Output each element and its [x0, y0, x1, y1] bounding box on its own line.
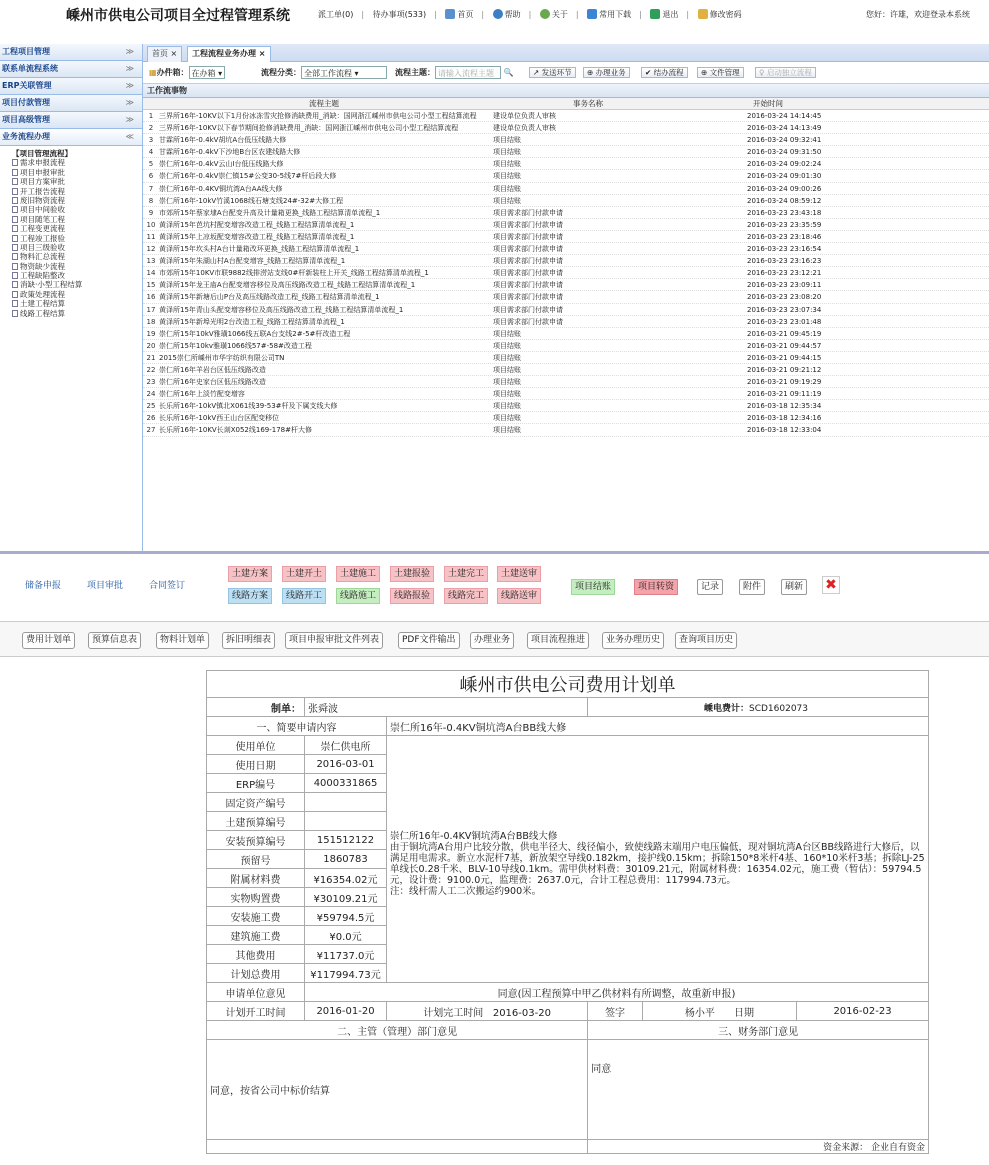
table-cell: 17 [146, 305, 156, 314]
table-cell: 23 [146, 378, 156, 387]
table-row[interactable] [143, 352, 989, 364]
chevron-down-icon: ≫ [125, 115, 134, 124]
table-cell: 7 [148, 184, 154, 193]
civil-step-button[interactable]: 土建报验 [390, 566, 434, 582]
maker-value: 张舜波 [305, 698, 588, 717]
table-cell: 崇仁所16年-0.4kV云山I台低压线路大修 [159, 160, 284, 169]
table-cell: 1 [148, 112, 154, 120]
table-row[interactable] [143, 134, 989, 146]
table-cell: 15 [146, 281, 156, 290]
table-cell: 2016-03-23 23:16:54 [747, 245, 822, 254]
civil-step-button[interactable]: 土建开土 [282, 566, 326, 582]
subtab[interactable]: 查询项目历史 [675, 632, 737, 649]
table-cell: 2016-03-24 14:14:45 [747, 112, 822, 120]
table-cell: 10 [146, 220, 156, 229]
tab-workflow[interactable]: 工程流程业务办理 × [187, 46, 271, 62]
subtab[interactable]: PDF文件输出 [398, 632, 460, 649]
table-cell: 2016-03-21 09:19:29 [747, 378, 822, 387]
table-cell: 崇仁所15年10kv雅璜1066线57#-58#改造工程 [159, 341, 312, 350]
sidebar [0, 44, 143, 551]
chevron-down-icon: ≫ [125, 47, 134, 56]
table-cell: 14 [146, 269, 156, 278]
line-step-button[interactable]: 线路报验 [390, 588, 434, 604]
document-icon [12, 235, 18, 242]
document-icon [12, 225, 18, 232]
send-step-button[interactable]: ↗ 发送环节 [529, 67, 576, 78]
field-label: 预留号 [207, 850, 305, 869]
field-label: 使用日期 [207, 755, 305, 774]
subtab[interactable]: 费用计划单 [22, 632, 75, 649]
table-cell: 黄泽所15年上凉坂配变增容改造工程_线路工程结算清单流程_1 [159, 232, 355, 241]
field-label: 建筑施工费 [207, 926, 305, 945]
tree-item[interactable]: 工程竣工报验 [12, 234, 142, 243]
table-cell: 2016-03-24 09:31:50 [747, 148, 822, 157]
field-label: 安装施工费 [207, 907, 305, 926]
table-cell: 建设单位负责人审核 [493, 112, 556, 120]
tree-item[interactable]: 土建工程结算 [12, 299, 142, 308]
tree-item[interactable]: 工程变更流程 [12, 224, 142, 233]
tree-item[interactable]: 政策处理流程 [12, 290, 142, 299]
table-cell: 项目需求部门付款申请 [493, 317, 563, 326]
document-icon [12, 263, 18, 270]
table-cell: 项目结账 [493, 196, 521, 205]
table-cell: 2016-03-18 12:33:04 [747, 426, 822, 435]
inbox-select[interactable]: 在办箱 ▾ [189, 66, 226, 79]
table-row[interactable] [143, 231, 989, 243]
table-cell: 2016-03-21 09:11:19 [747, 390, 822, 399]
table-cell: 崇仁所16年史家台区低压线路改造 [159, 378, 266, 387]
table-cell: 18 [146, 317, 156, 326]
table-cell: 黄泽所15年新埠光明2台改造工程_线路工程结算清单流程_1 [159, 317, 345, 326]
table-cell: 项目需求部门付款申请 [493, 220, 563, 229]
table-cell: 13 [146, 257, 156, 266]
table-cell: 6 [148, 172, 154, 181]
table-cell: 2015崇仁所嵊州市华宇纺织有限公司TN [159, 353, 285, 362]
worklist-title: 工作流事物 [143, 84, 989, 98]
chevron-up-icon: ≪ [125, 132, 134, 141]
action-bar [0, 554, 989, 612]
table-row[interactable] [143, 183, 989, 195]
form-code: SCD1602073 [748, 703, 808, 714]
table-cell: 建设单位负责人审核 [493, 124, 556, 133]
table-cell: 三界所16年-10KV以下春节期间抢修消缺费用_消缺：国网浙江嵊州市供电公司小型工程结算流程 [159, 124, 459, 133]
subtab[interactable]: 项目申报审批文件列表 [285, 632, 383, 649]
tree-item[interactable]: 线路工程结算 [12, 309, 142, 318]
table-cell: 4 [148, 148, 154, 157]
tree-item[interactable]: 项目随笔工程 [12, 215, 142, 224]
field-label: ERP编号 [207, 774, 305, 793]
table-cell: 项目结账 [493, 426, 521, 435]
table-row[interactable] [143, 255, 989, 267]
table-cell: 项目结账 [493, 414, 521, 423]
tree-item[interactable]: 项目中间验收 [12, 205, 142, 214]
table-cell: 黄泽所15年龙王庙A台配变增容移位及高压线路改造工程_线路工程结算清单流程_1 [159, 281, 416, 290]
tab-home[interactable]: 首页 × [147, 46, 182, 62]
table-row[interactable] [143, 267, 989, 279]
summary-value: 崇仁所16年-0.4KV铜坑湾A台BB线大修 [387, 717, 929, 736]
tree-item[interactable]: 项目申报审批 [12, 168, 142, 177]
reserve-apply-button[interactable]: 储备申报 [25, 581, 62, 591]
field-value: ¥0.0元 [305, 926, 387, 945]
category-select[interactable]: 全部工作流程 ▾ [301, 66, 387, 79]
file-manage-button[interactable]: ⊕ 文件管理 [697, 67, 744, 78]
table-cell: 2016-03-24 14:13:49 [747, 124, 822, 133]
table-cell: 21 [146, 353, 156, 362]
document-icon [12, 244, 18, 251]
document-icon [12, 188, 18, 195]
about-link[interactable]: 关于 [551, 10, 568, 19]
asset-transfer-button[interactable]: 项目转资 [634, 579, 678, 595]
table-cell: 项目结账 [493, 329, 521, 338]
table-row[interactable] [143, 328, 989, 340]
table-row[interactable] [143, 424, 989, 436]
table-cell: 3 [148, 136, 154, 145]
chevron-down-icon: ≫ [125, 98, 134, 107]
table-row[interactable] [143, 146, 989, 158]
field-value [305, 812, 387, 831]
form-title: 嵊州市供电公司费用计划单 [207, 671, 929, 698]
table-row[interactable] [143, 219, 989, 231]
table-cell: 项目结账 [493, 341, 521, 350]
table-cell: 项目需求部门付款申请 [493, 305, 563, 314]
home-icon [445, 9, 455, 19]
document-icon [12, 159, 18, 166]
expense-plan-form: 嵊州市供电公司费用计划单 制单： 张舜波 嵊电费计：SCD1602073 一、简要申请内容 崇仁所16年-0.4KV铜坑湾A台BB线大修 使用单位 崇仁供电所 崇仁所16年-0.4KV铜坑湾A台BB线大修 由于铜坑湾A台用户比较分散，供电半径大、线径偏小，致使线路末端用户电压偏低，现对铜坑湾A台区BB线路进行大修后，以满足用电需求。新立水泥杆7基，新放架空导线0.182km，接护线0.15km；拆除150*8米杆4基、160*10米杆3基；拆除LJ-25单线长0.28千米、BLV-10导线0.1km。需甲供材料费：30109.21元，附属材料费：16354.02元，施工费（暂估）：59794.5元，设计费：9100.0元，监理费：2637.0元，合计工程总费用：117994.73元。 注：线杆需人工二次搬运约900米。 使用日期 2016-03-01 ERP编号 4000331865 固定资产编号 土建预算编号 安装预算编号 151512122 预留号 1860783 附属材料费 ¥16354.02元 实物购置费 ¥30109.21元 安装施工费 ¥59794.5元 建筑施工费 ¥0.0元 其他费用 ¥11737.0元 计划总费用 ¥117994.73元 申请单位意见 同意(因工程预算中甲乙供材料有所调整，故重新申报) 计划开工时间 2016-01-20 计划完工时间 2016-03-20 签字 杨小平 日期 2016-02-23 二、主管（管理）部门意见 三、财务部门意见 同意，按省公司中标价结算 同意 资金来源： 企业自有资金 [206, 670, 929, 1154]
table-cell: 2016-03-24 08:59:12 [747, 196, 822, 205]
tree-item[interactable]: 项目三级验收 [12, 243, 142, 252]
user-greeting: 您好：许雄，欢迎登录本系统 [866, 10, 970, 19]
inbox-icon: ▦ [149, 68, 157, 77]
close-icon[interactable]: × [258, 49, 266, 58]
line-step-button[interactable]: 线路施工 [336, 588, 380, 604]
info-icon [540, 9, 550, 19]
contract-sign-button[interactable]: 合同签订 [149, 581, 186, 591]
tree-item[interactable]: 开工报告流程 [12, 187, 142, 196]
table-cell: 16 [146, 293, 156, 302]
key-icon [698, 9, 708, 19]
worklist-grid [143, 98, 989, 437]
table-cell: 项目需求部门付款申请 [493, 257, 563, 266]
table-cell: 黄泽所15年朱湖山村A台配变增容_线路工程结算清单流程_1 [159, 257, 346, 266]
table-cell: 2016-03-23 23:12:21 [747, 269, 822, 278]
table-cell: 项目结账 [493, 365, 521, 374]
table-row[interactable] [143, 412, 989, 424]
sign-date: 2016-02-23 [797, 1002, 929, 1021]
table-row[interactable] [143, 400, 989, 412]
table-cell: 崇仁所16年-10kV竹溪1068线石塘支线24#-32#大修工程 [159, 196, 344, 205]
table-cell: 项目结账 [493, 184, 521, 193]
table-row[interactable] [143, 316, 989, 328]
home-link[interactable]: 首页 [457, 10, 474, 19]
table-cell: 2016-03-18 12:35:34 [747, 402, 822, 411]
sidebar-section-contact[interactable]: 联系单流程系统 ≫ [0, 61, 142, 78]
civil-step-button[interactable]: 土建送审 [497, 566, 541, 582]
field-label: 附属材料费 [207, 869, 305, 888]
chevron-down-icon: ≫ [125, 81, 134, 90]
table-cell: 20 [146, 341, 156, 350]
table-cell: 长乐所16年-10kV镇北X061线39-53#杆及下属支线大修 [159, 402, 338, 411]
document-icon [12, 216, 18, 223]
table-cell: 2016-03-23 23:43:18 [747, 208, 822, 217]
attachment-button[interactable]: 附件 [739, 579, 765, 595]
tree-item[interactable]: 消缺·小型工程结算 [12, 280, 142, 289]
refresh-button[interactable]: 刷新 [781, 579, 807, 595]
table-cell: 12 [146, 245, 156, 254]
document-icon [12, 281, 18, 288]
project-settle-button[interactable]: 项目结账 [571, 579, 615, 595]
table-cell: 项目结账 [493, 160, 521, 169]
app-title: 嵊州市供电公司项目全过程管理系统 [66, 8, 290, 24]
help-icon [493, 9, 503, 19]
table-cell: 5 [148, 160, 154, 169]
table-row[interactable] [143, 207, 989, 219]
civil-step-button[interactable]: 土建完工 [444, 566, 488, 582]
table-cell: 黄泽所15年坎头村A台计量箱改环更换_线路工程结算清单流程_1 [159, 245, 360, 254]
table-cell: 长乐所16年-10kV西王山台区配变移位 [159, 414, 280, 423]
document-icon [12, 178, 18, 185]
field-label: 实物购置费 [207, 888, 305, 907]
table-row[interactable] [143, 195, 989, 207]
table-cell: 2016-03-23 23:09:11 [747, 281, 822, 290]
table-cell: 2016-03-18 12:34:16 [747, 414, 822, 423]
table-cell: 黄泽所15年青山头配变增容移位及高压线路改造工程_线路工程结算清单流程_1 [159, 305, 404, 314]
table-cell: 2016-03-23 23:01:48 [747, 317, 822, 326]
subtab[interactable]: 业务办理历史 [602, 632, 664, 649]
table-cell: 项目结账 [493, 390, 521, 399]
field-label: 计划总费用 [207, 964, 305, 983]
download-link[interactable]: 常用下载 [599, 10, 632, 19]
table-cell: 市郊所15年10KV市联9882线排涝站支线0#杆新装柱上开关_线路工程结算清单流程_1 [159, 269, 429, 278]
tree-item[interactable]: 物资缺少流程 [12, 262, 142, 271]
field-label: 使用单位 [207, 736, 305, 755]
line-step-button[interactable]: 线路完工 [444, 588, 488, 604]
table-cell: 市郊所15年蔡家埭A台配变升高及计量箱更换_线路工程结算清单流程_1 [159, 208, 381, 217]
document-icon [12, 253, 18, 260]
table-cell: 项目结账 [493, 378, 521, 387]
field-label: 安装预算编号 [207, 831, 305, 850]
table-row[interactable] [143, 170, 989, 182]
table-cell: 崇仁所16年上淡竹配变增容 [159, 390, 245, 399]
applicant-opinion: 同意(因工程预算中甲乙供材料有所调整，故重新申报) [305, 983, 929, 1002]
table-cell: 项目需求部门付款申请 [493, 281, 563, 290]
fund-source: 企业自有资金 [870, 1143, 925, 1153]
table-cell: 25 [146, 402, 156, 411]
table-cell: 2016-03-24 09:01:30 [747, 172, 822, 181]
table-cell: 崇仁所15年10kV雅璜1066线五联A台支线2#-5#杆改造工程 [159, 329, 351, 338]
document-icon [12, 310, 18, 317]
table-cell: 项目结账 [493, 353, 521, 362]
field-value: 4000331865 [305, 774, 387, 793]
document-icon [12, 272, 18, 279]
table-cell: 2016-03-23 23:18:46 [747, 232, 822, 241]
document-icon [12, 206, 18, 213]
document-icon [12, 197, 18, 204]
field-label: 土建预算编号 [207, 812, 305, 831]
project-description: 崇仁所16年-0.4KV铜坑湾A台BB线大修 由于铜坑湾A台用户比较分散，供电半径大、线径偏小，致使线路末端用户电压偏低，现对铜坑湾A台区BB线路进行大修后，以满足用电需求。新立水泥杆7基，新放架空导线0.182km，接护线0.15km；拆除150*8米杆4基、160*10米杆3基；拆除LJ-25单线长0.28千米、BLV-10导线0.1km。需甲供材料费：30109.21元，附属材料费：16354.02元，施工费（暂估）：59794.5元，设计费：9100.0元，监理费：2637.0元，合计工程总费用：117994.73元。 注：线杆需人工二次搬运约900米。 [387, 736, 929, 983]
sidebar-section-advanced[interactable]: 项目高级管理 ≫ [0, 112, 142, 129]
document-icon [12, 169, 18, 176]
table-cell: 26 [146, 414, 156, 423]
finish-flow-button[interactable]: ✔ 结办流程 [641, 67, 688, 78]
workflow-tree [0, 146, 142, 318]
tab-bar [143, 44, 989, 62]
table-cell: 项目需求部门付款申请 [493, 269, 563, 278]
table-cell: 项目需求部门付款申请 [493, 245, 563, 254]
field-label: 其他费用 [207, 945, 305, 964]
search-icon[interactable]: 🔍 [501, 68, 514, 77]
change-password-link[interactable]: 修改密码 [709, 10, 742, 19]
table-cell: 24 [146, 390, 156, 399]
table-cell: 2016-03-24 09:02:24 [747, 160, 822, 169]
table-cell: 项目结账 [493, 172, 521, 181]
close-icon[interactable]: × [170, 49, 178, 58]
table-cell: 2016-03-21 09:44:57 [747, 341, 822, 350]
line-step-button[interactable]: 线路方案 [228, 588, 272, 604]
table-cell: 三界所16年-10KV以下1月份冰冻雪灾抢修消缺费用_消缺：国网浙江嵊州市供电公司小型工程结算流程 [159, 112, 477, 120]
table-row[interactable] [143, 304, 989, 316]
table-cell: 2016-03-24 09:32:41 [747, 136, 822, 145]
table-cell: 19 [146, 329, 156, 338]
table-cell: 2016-03-23 23:08:20 [747, 293, 822, 302]
handle-business-button[interactable]: ⊕ 办理业务 [583, 67, 630, 78]
field-value [305, 793, 387, 812]
tree-item[interactable]: 工程缺陷整改 [12, 271, 142, 280]
subtab[interactable]: 物料计划单 [156, 632, 209, 649]
table-cell: 9 [148, 208, 154, 217]
table-cell: 黄泽所15年芭坑村配变增容改造工程_线路工程结算清单流程_1 [159, 220, 355, 229]
field-label: 固定资产编号 [207, 793, 305, 812]
help-link[interactable]: 帮助 [504, 10, 521, 19]
sidebar-section-project[interactable]: 工程项目管理 ≫ [0, 44, 142, 61]
topic-input[interactable]: 请输入流程主题 [435, 66, 501, 79]
table-cell: 11 [146, 232, 156, 241]
table-cell: 8 [148, 196, 154, 205]
table-row[interactable] [143, 388, 989, 400]
field-value: 2016-03-01 [305, 755, 387, 774]
table-row[interactable] [143, 376, 989, 388]
subtab[interactable]: 预算信息表 [88, 632, 141, 649]
exit-link[interactable]: 退出 [662, 10, 679, 19]
table-cell: 2 [148, 124, 154, 133]
todo-link[interactable]: 待办事项(533) [372, 10, 427, 19]
subtab[interactable]: 拆旧明细表 [222, 632, 275, 649]
table-cell: 2016-03-21 09:45:19 [747, 329, 822, 338]
table-cell: 27 [146, 426, 156, 435]
table-cell: 崇仁所16年-0.4kV崇仁镇15#公变30-5线7#杆后段大修 [159, 172, 337, 181]
table-cell: 2016-03-24 09:00:26 [747, 184, 822, 193]
plan-start: 2016-01-20 [305, 1002, 387, 1021]
subtab[interactable]: 项目流程推进 [527, 632, 589, 649]
table-cell: 2016-03-23 23:16:23 [747, 257, 822, 266]
table-row[interactable] [143, 243, 989, 255]
table-cell: 2016-03-23 23:35:59 [747, 220, 822, 229]
tree-item[interactable]: 废旧物资流程 [12, 196, 142, 205]
field-value: ¥59794.5元 [305, 907, 387, 926]
table-cell: 项目需求部门付款申请 [493, 208, 563, 217]
table-cell: 2016-03-21 09:21:12 [747, 365, 822, 374]
table-cell: 项目结账 [493, 148, 521, 157]
table-cell: 项目结账 [493, 402, 521, 411]
subtab[interactable]: 办理业务 [470, 632, 514, 649]
dispatch-link[interactable]: 派工单(0) [318, 10, 354, 19]
close-icon[interactable]: ✖ [822, 576, 840, 594]
table-row[interactable] [143, 279, 989, 291]
signer: 杨小平 [684, 1007, 715, 1019]
finance-opinion: 同意 [588, 1040, 929, 1140]
field-value: 崇仁供电所 [305, 736, 387, 755]
table-row[interactable] [143, 364, 989, 376]
field-value: ¥16354.02元 [305, 869, 387, 888]
table-cell: 2016-03-23 23:07:34 [747, 305, 822, 314]
subtab-bar [0, 621, 989, 657]
tree-item[interactable]: 需求申报流程 [12, 158, 142, 167]
line-step-button[interactable]: 线路送审 [497, 588, 541, 604]
plan-end: 2016-03-20 [492, 1007, 551, 1019]
civil-step-button[interactable]: 土建施工 [336, 566, 380, 582]
field-value: ¥11737.0元 [305, 945, 387, 964]
sidebar-section-workflow[interactable]: 业务流程办理 ≪ [0, 129, 142, 146]
sidebar-section-payment[interactable]: 项目付款管理 ≫ [0, 95, 142, 112]
table-row[interactable] [143, 291, 989, 303]
tree-item[interactable]: 【项目管理流程】 [12, 149, 72, 158]
top-bar [0, 0, 989, 44]
toolbar: ▦办件箱： 在办箱 ▾ 流程分类： 全部工作流程 ▾ 流程主题： 请输入流程主题 🔍 ↗ 发送环节 ⊕ 办理业务 ✔ 结办流程 ⊕ 文件管理 ♀ 启动独立流程 [143, 62, 989, 84]
field-value: ¥30109.21元 [305, 888, 387, 907]
table-cell: 黄泽所15年新塘后山P台及高压线路改造工程_线路工程结算清单流程_1 [159, 293, 380, 302]
table-cell: 22 [146, 365, 156, 374]
download-icon [587, 9, 597, 19]
table-cell: 项目需求部门付款申请 [493, 232, 563, 241]
tree-item[interactable]: 物料汇总流程 [12, 252, 142, 261]
record-button[interactable]: 记录 [697, 579, 723, 595]
sidebar-section-erp[interactable]: ERP关联管理 ≫ [0, 78, 142, 95]
tree-item[interactable]: 项目方案审批 [12, 177, 142, 186]
table-row[interactable] [143, 110, 989, 122]
table-cell: 甘霖所16年-0.4kV下沙地B台区农建线路大修 [159, 148, 301, 157]
table-row[interactable] [143, 340, 989, 352]
exit-icon [650, 9, 660, 19]
field-value: 151512122 [305, 831, 387, 850]
table-row[interactable] [143, 158, 989, 170]
document-icon [12, 300, 18, 307]
start-flow-button[interactable]: ♀ 启动独立流程 [755, 67, 816, 78]
field-value: ¥117994.73元 [305, 964, 387, 983]
table-cell: 崇仁所16年-0.4KV铜坑湾A台AA线大修 [159, 184, 283, 193]
line-step-button[interactable]: 线路开工 [282, 588, 326, 604]
table-row[interactable] [143, 122, 989, 134]
table-cell: 甘霖所16年-0.4kV胡坑A台低压线路大修 [159, 136, 287, 145]
top-links: 派工单(0) | 待办事项(533) | 首页 | 帮助 | 关于 | 常用下载 | 退出 | 修改密码 [318, 10, 742, 19]
field-value: 1860783 [305, 850, 387, 869]
dept-opinion: 同意，按省公司中标价结算 [207, 1040, 588, 1140]
form-field-row [207, 736, 929, 755]
grid-header: 流程主题 事务名称 开始时间 [143, 98, 989, 110]
document-icon [12, 291, 18, 298]
chevron-down-icon: ≫ [125, 64, 134, 73]
civil-step-button[interactable]: 土建方案 [228, 566, 272, 582]
table-cell: 项目需求部门付款申请 [493, 293, 563, 302]
table-cell: 崇仁所16年羊岩台区低压线路改造 [159, 365, 266, 374]
project-approve-button[interactable]: 项目审批 [87, 581, 124, 591]
table-cell: 长乐所16年-10KV长剡X052线169-178#杆大修 [159, 426, 312, 435]
table-cell: 2016-03-21 09:44:15 [747, 353, 822, 362]
table-cell: 项目结账 [493, 136, 521, 145]
